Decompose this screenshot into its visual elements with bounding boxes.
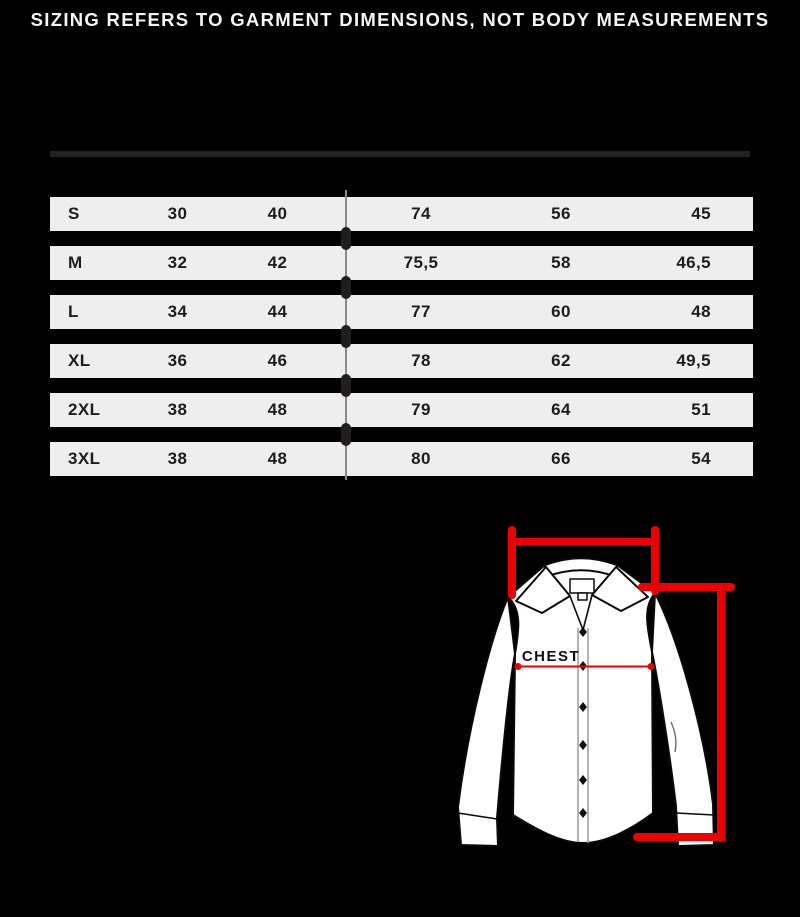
size-table: [50, 197, 753, 491]
value-cell: 66: [551, 449, 571, 468]
table-row-3xl: [50, 442, 753, 476]
value-cell: 30: [167, 204, 188, 223]
size-cell: XL: [68, 351, 91, 370]
divider-dash: [341, 276, 351, 299]
value-cell: 74: [411, 204, 431, 223]
table-row-2xl: [50, 393, 753, 427]
value-cell: 80: [411, 449, 431, 468]
value-cell: 42: [267, 253, 288, 272]
value-cell: 62: [551, 351, 571, 370]
shirt-left-sleeve: [458, 597, 515, 846]
value-cell: 48: [691, 302, 711, 321]
value-cell: 54: [691, 449, 711, 468]
value-cell: 49,5: [676, 351, 711, 370]
size-cell: M: [68, 253, 83, 272]
hanger-loop: [578, 593, 587, 600]
value-cell: 38: [167, 449, 188, 468]
table-row-l: [50, 295, 753, 329]
value-cell: 60: [551, 302, 571, 321]
table-row-m: [50, 246, 753, 280]
table-row-s: [50, 197, 753, 231]
value-cell: 58: [551, 253, 571, 272]
collar-tag: [570, 579, 594, 593]
value-cell: 77: [411, 302, 431, 321]
table-row-xl: [50, 344, 753, 378]
value-cell: 46,5: [676, 253, 711, 272]
value-cell: 44: [267, 302, 288, 321]
divider-dash: [341, 227, 351, 250]
value-cell: 48: [267, 449, 288, 468]
value-cell: 79: [411, 400, 431, 419]
divider-dash: [341, 325, 351, 348]
value-cell: 51: [691, 400, 711, 419]
value-cell: 45: [691, 204, 711, 223]
page-title: SIZING REFERS TO GARMENT DIMENSIONS, NOT BODY MEASUREMENTS: [30, 9, 770, 30]
value-cell: 64: [551, 400, 571, 419]
value-cell: 48: [267, 400, 288, 419]
divider-dash: [341, 374, 351, 397]
value-cell: 38: [167, 400, 188, 419]
chest-label: CHEST: [521, 648, 581, 665]
value-cell: 78: [411, 351, 431, 370]
value-cell: 46: [267, 351, 288, 370]
value-cell: 34: [167, 302, 188, 321]
size-cell: 2XL: [68, 400, 101, 419]
value-cell: 75,5: [403, 253, 439, 272]
size-cell: 3XL: [68, 449, 101, 468]
shirt-graphic: [458, 558, 714, 846]
value-cell: 32: [167, 253, 188, 272]
table-header-bar: [50, 151, 750, 157]
value-cell: 56: [551, 204, 571, 223]
size-cell: L: [68, 302, 79, 321]
value-cell: 36: [167, 351, 188, 370]
divider-dash: [341, 423, 351, 446]
shirt-right-sleeve: [652, 593, 714, 846]
value-cell: 40: [267, 204, 288, 223]
shirt-diagram: [420, 512, 780, 912]
size-cell: S: [68, 204, 80, 223]
